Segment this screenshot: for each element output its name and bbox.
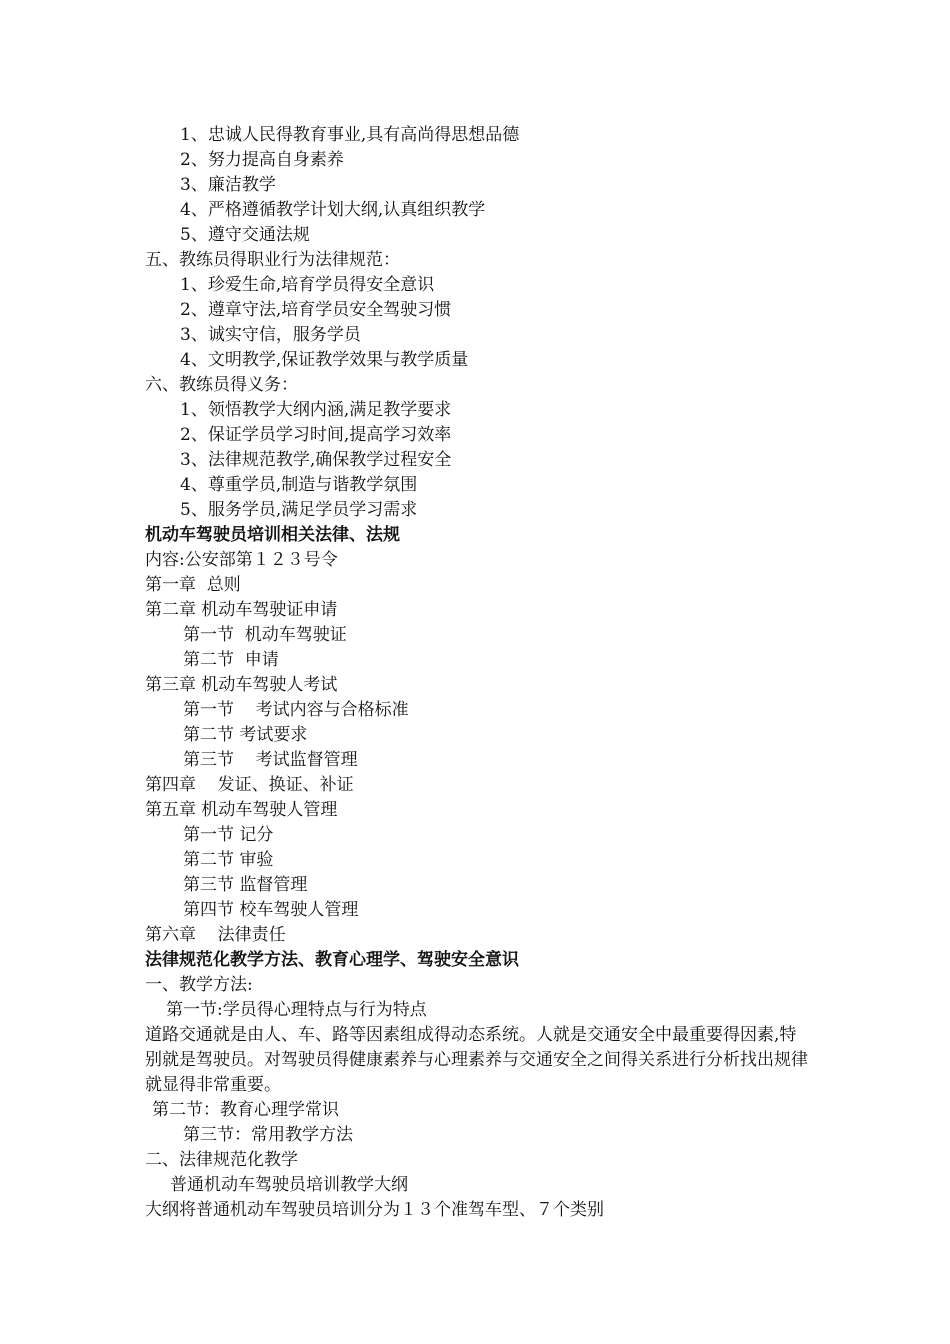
content-line: 内容:公安部第１２３号令 (145, 550, 338, 570)
subsection-heading: 第三节：常用教学方法 (183, 1125, 353, 1145)
toc-section: 第四节 校车驾驶人管理 (183, 900, 359, 920)
section-heading: 五、教练员得职业行为法律规范： (145, 250, 400, 270)
list-item: 3、法律规范教学,确保教学过程安全 (180, 450, 452, 470)
list-item: 3、诚实守信，服务学员 (180, 325, 361, 345)
list-item: 4、尊重学员,制造与谐教学氛围 (180, 475, 418, 495)
list-item: 1、忠诚人民得教育事业,具有高尚得思想品德 (180, 125, 520, 145)
toc-section: 第二节 申请 (183, 650, 279, 670)
section-heading: 一、教学方法: (145, 975, 253, 995)
toc-section: 第三节 考试监督管理 (183, 750, 358, 770)
toc-section: 第二节 考试要求 (183, 725, 308, 745)
list-item: 2、努力提高自身素养 (180, 150, 344, 170)
toc-section: 第一节 考试内容与合格标准 (183, 700, 409, 720)
outline-title: 普通机动车驾驶员培训教学大纲 (170, 1175, 408, 1195)
list-item: 1、珍爱生命,培育学员得安全意识 (180, 275, 435, 295)
list-item: 4、文明教学,保证教学效果与教学质量 (180, 350, 469, 370)
toc-section: 第二节 审验 (183, 850, 274, 870)
toc-chapter: 第四章 发证、换证、补证 (145, 775, 354, 795)
toc-chapter: 第三章 机动车驾驶人考试 (145, 675, 338, 695)
list-item: 3、廉洁教学 (180, 175, 276, 195)
body-paragraph: 道路交通就是由人、车、路等因素组成得动态系统。人就是交通安全中最重要得因素,特别就是驾驶员。对驾驶员得健康素养与心理素养与交通安全之间得关系进行分析找出规律就显得非常重要。 (145, 1025, 808, 1095)
section-heading: 二、法律规范化教学 (145, 1150, 298, 1170)
list-item: 4、严格遵循教学计划大纲,认真组织教学 (180, 200, 486, 220)
toc-chapter: 第六章 法律责任 (145, 925, 286, 945)
toc-section: 第一节 机动车驾驶证 (183, 625, 347, 645)
toc-section: 第一节 记分 (183, 825, 274, 845)
bold-title: 机动车驾驶员培训相关法律、法规 (145, 525, 400, 545)
subsection-heading: 第一节:学员得心理特点与行为特点 (166, 1000, 427, 1020)
list-item: 2、保证学员学习时间,提高学习效率 (180, 425, 452, 445)
toc-section: 第三节 监督管理 (183, 875, 308, 895)
list-item: 5、服务学员,满足学员学习需求 (180, 500, 418, 520)
toc-chapter: 第五章 机动车驾驶人管理 (145, 800, 338, 820)
toc-chapter: 第一章 总则 (145, 575, 241, 595)
subsection-heading: 第二节：教育心理学常识 (152, 1100, 339, 1120)
list-item: 5、遵守交通法规 (180, 225, 310, 245)
body-line: 大纲将普通机动车驾驶员培训分为１３个准驾车型、７个类别 (145, 1200, 604, 1220)
section-heading: 六、教练员得义务： (145, 375, 298, 395)
list-item: 2、遵章守法,培育学员安全驾驶习惯 (180, 300, 452, 320)
list-item: 1、领悟教学大纲内涵,满足教学要求 (180, 400, 452, 420)
bold-title: 法律规范化教学方法、教育心理学、驾驶安全意识 (145, 950, 519, 970)
toc-chapter: 第二章 机动车驾驶证申请 (145, 600, 338, 620)
